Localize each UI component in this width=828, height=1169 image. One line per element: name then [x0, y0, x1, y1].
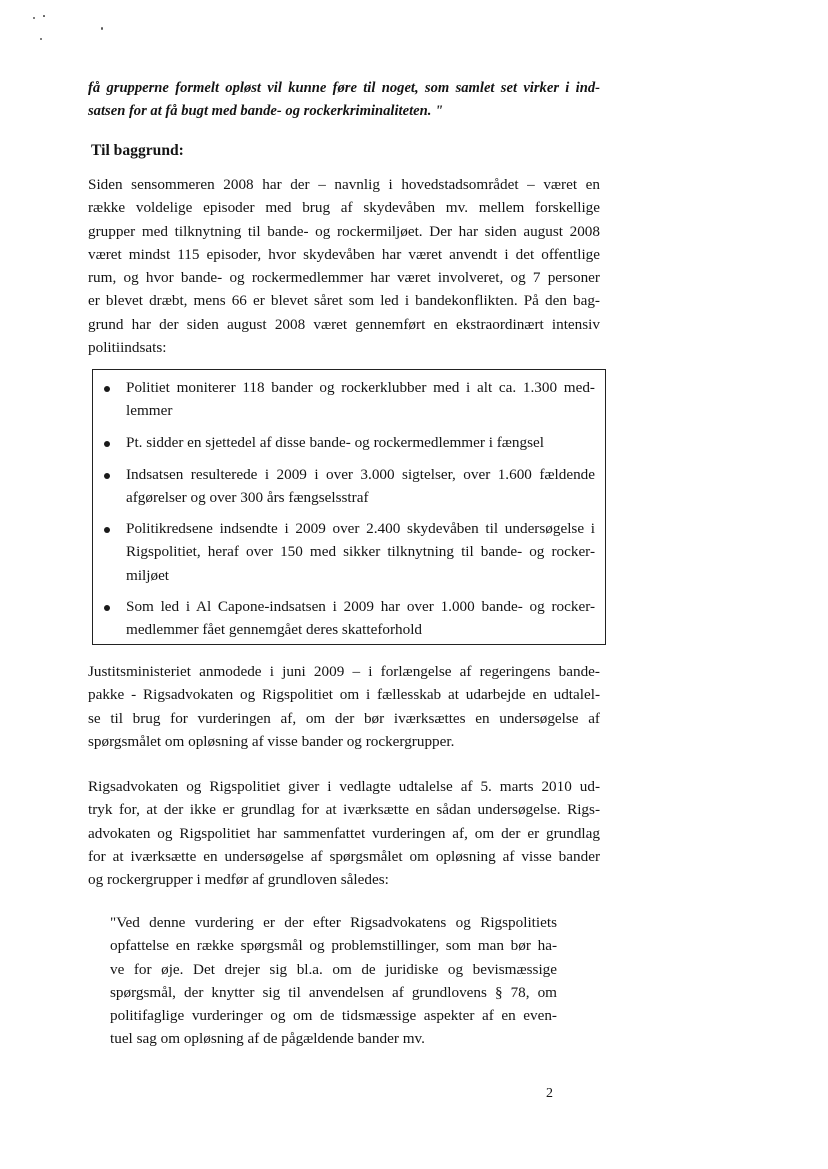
quote-line: politifaglige vurderinger og om de tidsmæssige aspekter af en even- [110, 1007, 557, 1025]
bullet-line: Politikredsene indsendte i 2009 over 2.400 skydevåben til undersøgelse i [126, 520, 595, 537]
quote-line: spørgsmål, der knytter sig til anvendelsen af grundlovens § 78, om [110, 983, 557, 1001]
intro-quote-continuation [88, 77, 600, 124]
paragraph-line: rum, og hvor bande- og rockermedlemmer har været involveret, og 7 personer [88, 269, 600, 287]
bullet-line: Som led i Al Capone-indsatsen i 2009 har over 1.000 bande- og rocker- [126, 598, 595, 615]
background-paragraph [88, 173, 600, 359]
assessment-paragraph [88, 775, 600, 891]
paragraph-line: og rockergrupper i medfør af grundloven således: [88, 871, 389, 889]
intro-line: få grupperne formelt opløst vil kunne føre til noget, som samlet set virker i ind- [88, 80, 600, 96]
paragraph-line: Siden sensommeren 2008 har der – navnlig i hovedstadsområdet – været en [88, 176, 600, 193]
paragraph-line: se til brug for vurderingen af, om der bør iværksættes en undersøgelse af [88, 709, 600, 727]
paragraph-line: advokaten og Rigspolitiet har sammenfattet vurderingen af, om der er grundlag [88, 824, 600, 842]
request-paragraph [88, 660, 600, 753]
quote-line: ve for øje. Det drejer sig bl.a. om de juridiske og bevismæssige [110, 960, 557, 978]
bullet-line: miljøet [126, 566, 170, 584]
paragraph-line: række voldelige episoder med brug af skydevåben mv. mellem forskellige [88, 199, 600, 217]
bullet-dot-icon [104, 605, 110, 611]
facts-box [92, 369, 606, 645]
paragraph-line: politiindsats: [88, 339, 167, 357]
paragraph-line: Justitsministeriet anmodede i juni 2009 – i forlængelse af regeringens bande- [88, 663, 600, 680]
bullet-dot-icon [104, 527, 110, 533]
bullet-line: medlemmer fået gennemgået deres skatteforhold [126, 621, 423, 639]
paragraph-line: grupper med tilknytning til bande- og rockermiljøet. Der har siden august 2008 [88, 222, 600, 240]
bullet-line: Indsatsen resulterede i 2009 i over 3.000 sigtelser, over 1.600 fældende [126, 466, 595, 483]
bullet-line: afgørelser og over 300 års fængselsstraf [126, 489, 369, 507]
paragraph-line: er blevet dræbt, mens 66 er blevet såret som led i bandekonflikten. På den bag- [88, 292, 600, 310]
bullet-line: lemmer [126, 402, 173, 420]
bullet-dot-icon [104, 473, 110, 479]
bullet-line: Rigspolitiet, heraf over 150 med sikker tilknytning til bande- og rocker- [126, 543, 595, 561]
quote-line: "Ved denne vurdering er der efter Rigsadvokatens og Rigspolitiets [110, 914, 557, 931]
intro-line: satsen for at få bugt med bande- og rockerkriminaliteten. " [88, 103, 444, 120]
bullet-dot-icon [104, 386, 110, 392]
paragraph-line: pakke - Rigsadvokaten og Rigspolitiet om i fællesskab at udarbejde en udtalel- [88, 686, 600, 704]
bullet-dot-icon [104, 441, 110, 447]
paragraph-line: grund har der siden august 2008 været gennemført en ekstraordinært intensiv [88, 315, 600, 333]
block-quote [110, 911, 557, 1051]
quote-line: opfattelse en række spørgsmål og problemstillinger, som man bør ha- [110, 937, 557, 955]
paragraph-line: været mindst 115 episoder, hvor skydevåben har været anvendt i det offentlige [88, 245, 600, 263]
bullet-line: Pt. sidder en sjettedel af disse bande- og rockermedlemmer i fængsel [126, 434, 544, 451]
paragraph-line: tryk for, at der ikke er grundlag for at iværksætte en sådan undersøgelse. Rigs- [88, 801, 600, 819]
quote-line: tuel sag om opløsning af de pågældende bander mv. [110, 1030, 425, 1048]
paragraph-line: for at iværksætte en undersøgelse af spørgsmålet om opløsning af visse bander [88, 847, 600, 865]
paragraph-line: Rigsadvokaten og Rigspolitiet giver i vedlagte udtalelse af 5. marts 2010 ud- [88, 778, 600, 795]
page-number: 2 [546, 1086, 553, 1101]
section-heading: Til baggrund: [91, 142, 184, 159]
paragraph-line: spørgsmålet om opløsning af visse bander og rockergrupper. [88, 732, 455, 750]
bullet-line: Politiet moniterer 118 bander og rockerklubber med i alt ca. 1.300 med- [126, 379, 595, 396]
